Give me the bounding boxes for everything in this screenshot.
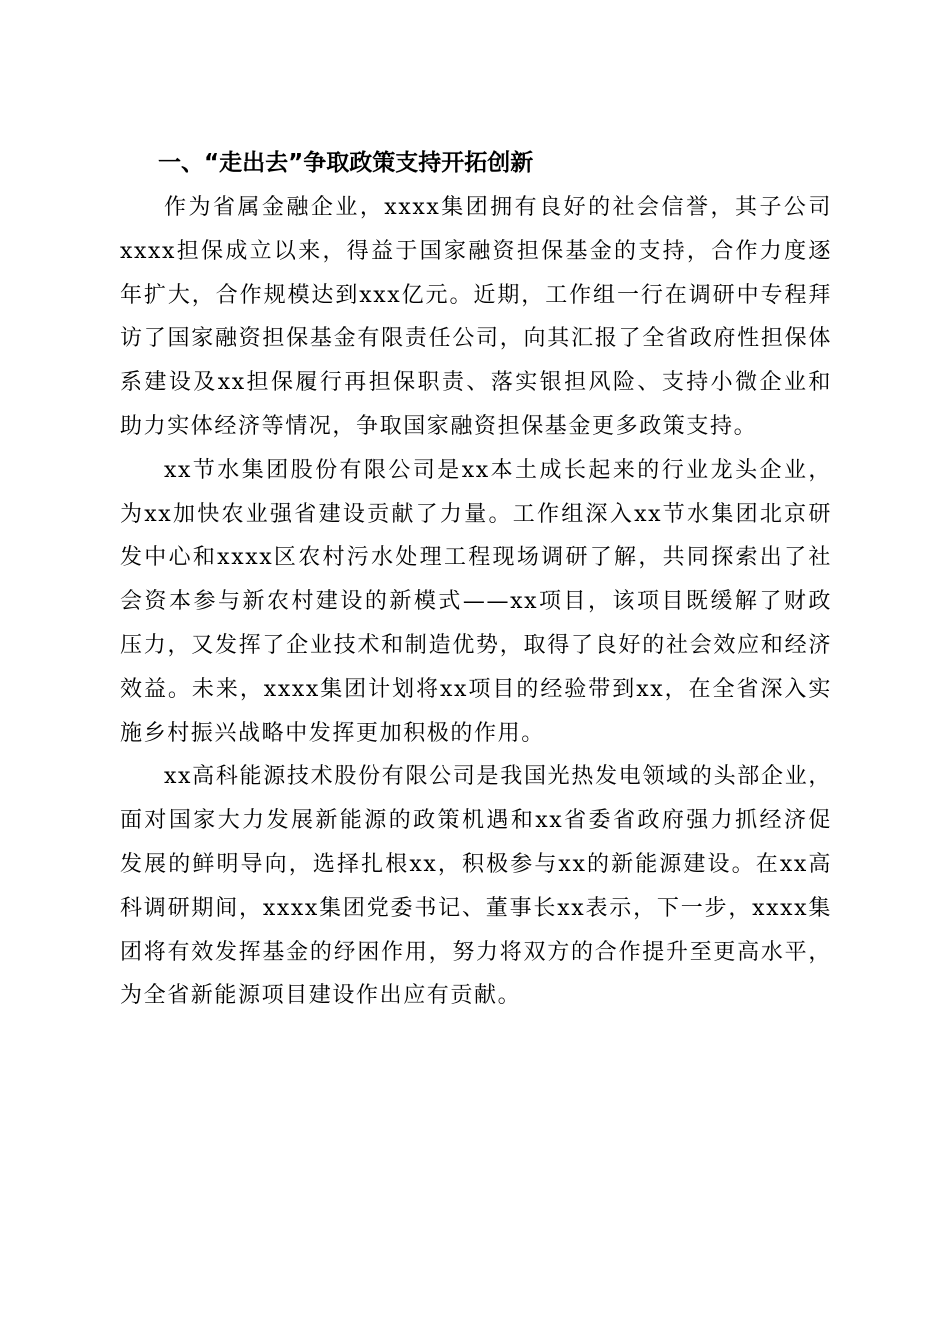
- paragraph-water-saving-group: xx节水集团股份有限公司是xx本土成长起来的行业龙头企业，为xx加快农业强省建设贡献了力量。工作组深入xx节水集团北京研发中心和xxxx区农村污水处理工程现场调研了解，共同探索出了社会资本参与新农村建设的新模式——xx项目，该项目既缓解了财政压力，又发挥了企业技术和制造优势，取得了良好的社会效应和经济效益。未来，xxxx集团计划将xx项目的经验带到xx，在全省深入实施乡村振兴战略中发挥更加积极的作用。: [120, 457, 832, 746]
- document-body: [120, 140, 832, 1018]
- section-heading: 一、“走出去”争取政策支持开拓创新: [158, 150, 534, 176]
- paragraph-guarantee-fund: 作为省属金融企业，xxxx集团拥有良好的社会信誉，其子公司xxxx担保成立以来，得益于国家融资担保基金的支持，合作力度逐年扩大，合作规模达到xxx亿元。近期，工作组一行在调研中专程拜访了国家融资担保基金有限责任公司，向其汇报了全省政府性担保体系建设及xx担保履行再担保职责、落实银担风险、支持小微企业和助力实体经济等情况，争取国家融资担保基金更多政策支持。: [120, 195, 832, 439]
- paragraph-energy-company: xx高科能源技术股份有限公司是我国光热发电领域的头部企业，面对国家大力发展新能源的政策机遇和xx省委省政府强力抓经济促发展的鲜明导向，选择扎根xx，积极参与xx的新能源建设。在xx高科调研期间，xxxx集团党委书记、董事长xx表示，下一步，xxxx集团将有效发挥基金的纾困作用，努力将双方的合作提升至更高水平，为全省新能源项目建设作出应有贡献。: [120, 764, 832, 1009]
